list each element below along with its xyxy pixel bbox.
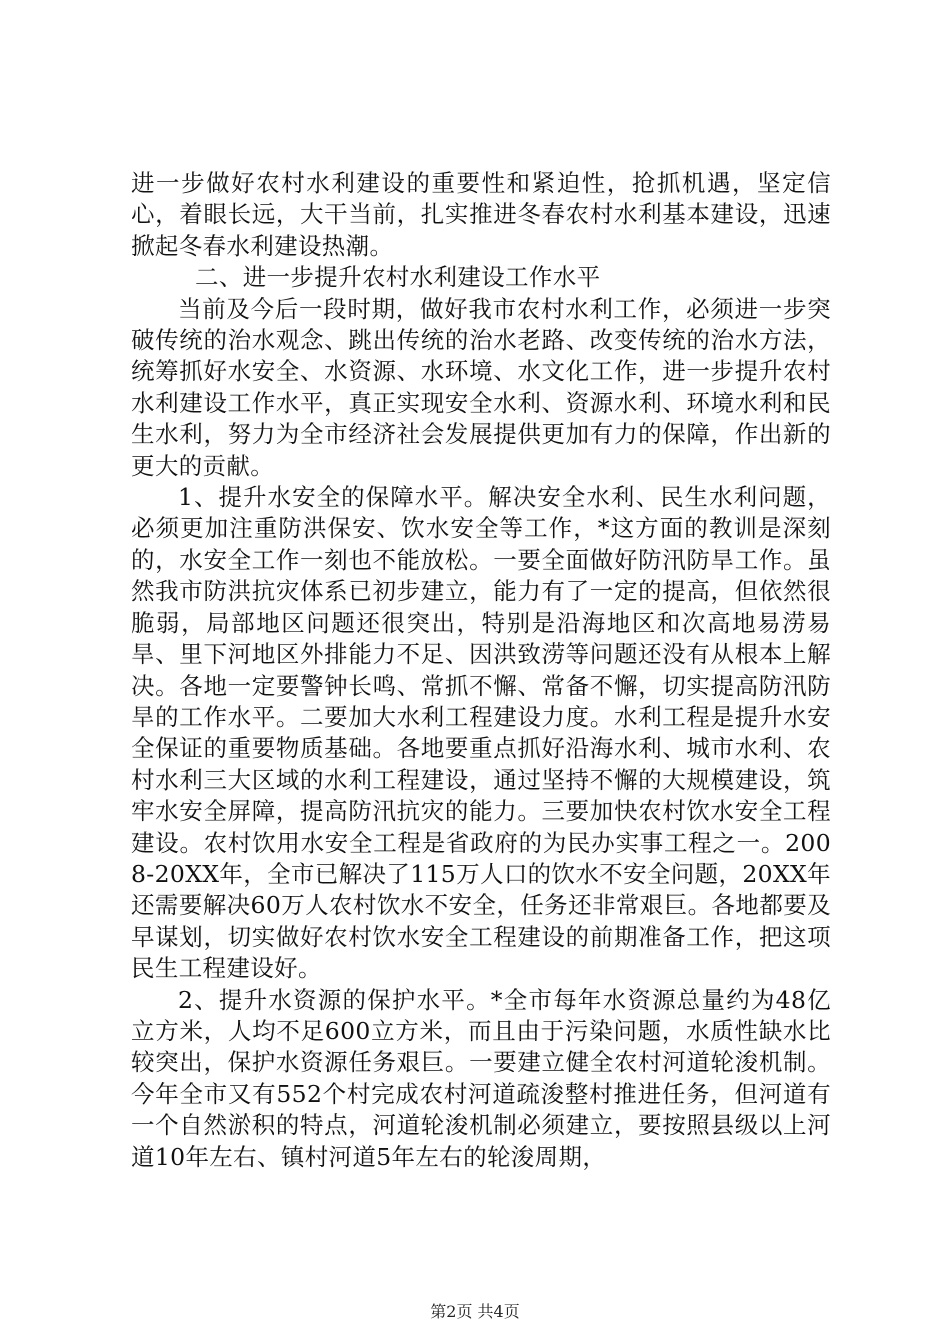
page-number-footer: 第2页 共4页 [430,1302,520,1321]
paragraph-intro: 当前及今后一段时期，做好我市农村水利工作，必须进一步突破传统的治水观念、跳出传统的治水老路、改变传统的治水方法，统筹抓好水安全、水资源、水环境、水文化工作，进一步提升农村水利建设工作水平，真正实现安全水利、资源水利、环境水利和民生水利，努力为全市经济社会发展提供更加有力的保障，作出新的更大的贡献。 [131,294,831,480]
paragraph-water-safety: 1、提升水安全的保障水平。解决安全水利、民生水利问题，必须更加注重防洪保安、饮水安全等工作，*这方面的教训是深刻的，水安全工作一刻也不能放松。一要全面做好防汛防旱工作。虽然我市防洪抗灾体系已初步建立，能力有了一定的提高，但依然很脆弱，局部地区问题还很突出，特别是沿海地区和次高地易涝易旱、里下河地区外排能力不足、因洪致涝等问题还没有从根本上解决。各地一定要警钟长鸣、常抓不懈、常备不懈，切实提高防汛防旱的工作水平。二要加大水利工程建设力度。水利工程是提升水安全保证的重要物质基础。各地要重点抓好沿海水利、城市水利、农村水利三大区域的水利工程建设，通过坚持不懈的大规模建设，筑牢水安全屏障，提高防汛抗灾的能力。三要加快农村饮水安全工程建设。农村饮用水安全工程是省政府的为民办实事工程之一。2008-20XX年，全市已解决了115万人口的饮水不安全问题，20XX年还需要解决60万人农村饮水不安全，任务还非常艰巨。各地都要及早谋划，切实做好农村饮水安全工程建设的前期准备工作，把这项民生工程建设好。 [131,483,831,983]
section-heading: 二、进一步提升农村水利建设工作水平 [195,263,601,292]
paragraph-continued: 进一步做好农村水利建设的重要性和紧迫性，抢抓机遇，坚定信心，着眼长远，大干当前，扎实推进冬春农村水利基本建设，迅速掀起冬春水利建设热潮。 [131,169,831,260]
paragraph-water-resources: 2、提升水资源的保护水平。*全市每年水资源总量约为48亿立方米，人均不足600立方米，而且由于污染问题，水质性缺水比较突出，保护水资源任务艰巨。一要建立健全农村河道轮浚机制。今年全市又有552个村完成农村河道疏浚整村推进任务，但河道有一个自然淤积的特点，河道轮浚机制必须建立，要按照县级以上河道10年左右、镇村河道5年左右的轮浚周期， [131,985,831,1171]
body-text [131,168,831,1173]
